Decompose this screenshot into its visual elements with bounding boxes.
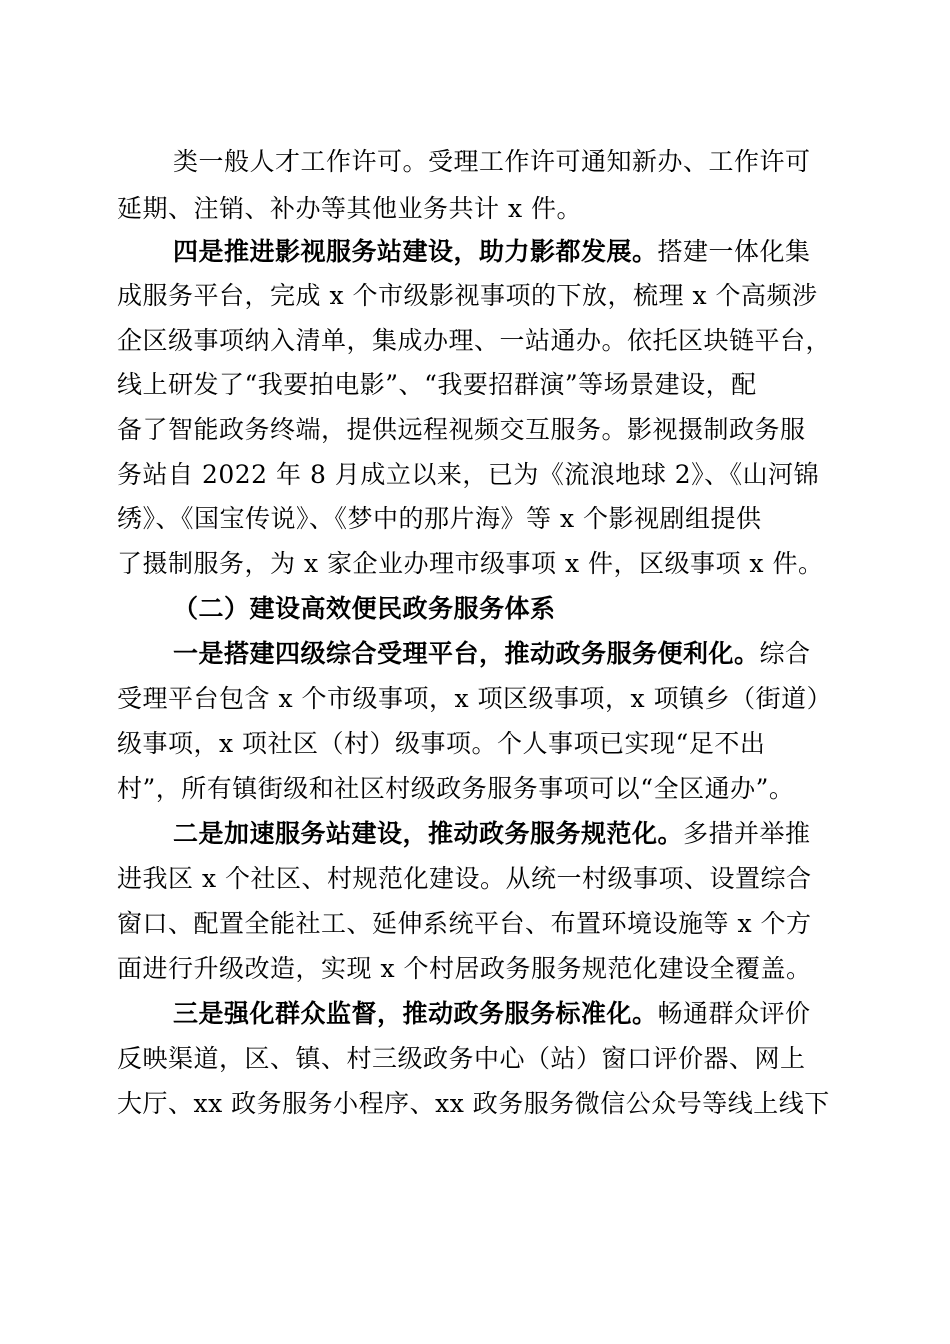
text-line: 绣》、《国宝传说》、《梦中的那片海》等 x 个影视剧组提供 <box>117 504 762 533</box>
text-line: 企区级事项纳入清单，集成办理、一站通办。依托区块链平台， <box>117 326 832 355</box>
text-line: 备了智能政务终端，提供远程视频交互服务。影视摄制政务服 <box>117 415 806 444</box>
text-line: 级事项，x 项社区（村）级事项。个人事项已实现“足不出 <box>117 729 766 758</box>
text-line: 受理平台包含 x 个市级事项，x 项区级事项，x 项镇乡（街道） <box>117 684 833 713</box>
section-heading: （二）建设高效便民政务服务体系 <box>173 594 556 623</box>
text-line: 务站自 2022 年 8 月成立以来，已为《流浪地球 2》、《山河锦 <box>117 460 820 489</box>
text-line: 面进行升级改造，实现 x 个村居政务服务规范化建设全覆盖。 <box>117 954 812 983</box>
paragraph-heading-line: 一是搭建四级综合受理平台，推动政务服务便利化。综合 <box>173 639 811 668</box>
text-line: 延期、注销、补办等其他业务共计 x 件。 <box>117 194 582 223</box>
paragraph-heading-line: 三是强化群众监督，推动政务服务标准化。畅通群众评价 <box>173 999 811 1028</box>
text-line: 窗口、配置全能社工、延伸系统平台、布置环境设施等 x 个方 <box>117 909 812 938</box>
text-line: 了摄制服务，为 x 家企业办理市级事项 x 件，区级事项 x 件。 <box>117 549 824 578</box>
text-line: 进我区 x 个社区、村规范化建设。从统一村级事项、设置综合 <box>117 864 812 893</box>
text-line: 成服务平台，完成 x 个市级影视事项的下放，梳理 x 个高频涉 <box>117 281 818 310</box>
text-line: 线上研发了“我要拍电影”、“我要招群演”等场景建设，配 <box>117 370 757 399</box>
text-line: 村”，所有镇街级和社区村级政务服务事项可以“全区通办”。 <box>117 774 795 803</box>
text-line: 反映渠道，区、镇、村三级政务中心（站）窗口评价器、网上 <box>117 1044 806 1073</box>
text-line: 类一般人才工作许可。受理工作许可通知新办、工作许可 <box>173 147 811 176</box>
paragraph-heading-line: 二是加速服务站建设，推动政务服务规范化。多措并举推 <box>173 819 811 848</box>
text-line: 大厅、xx 政务服务小程序、xx 政务服务微信公众号等线上线下 <box>117 1089 830 1118</box>
paragraph-heading-line: 四是推进影视服务站建设，助力影都发展。搭建一体化集 <box>173 237 811 266</box>
